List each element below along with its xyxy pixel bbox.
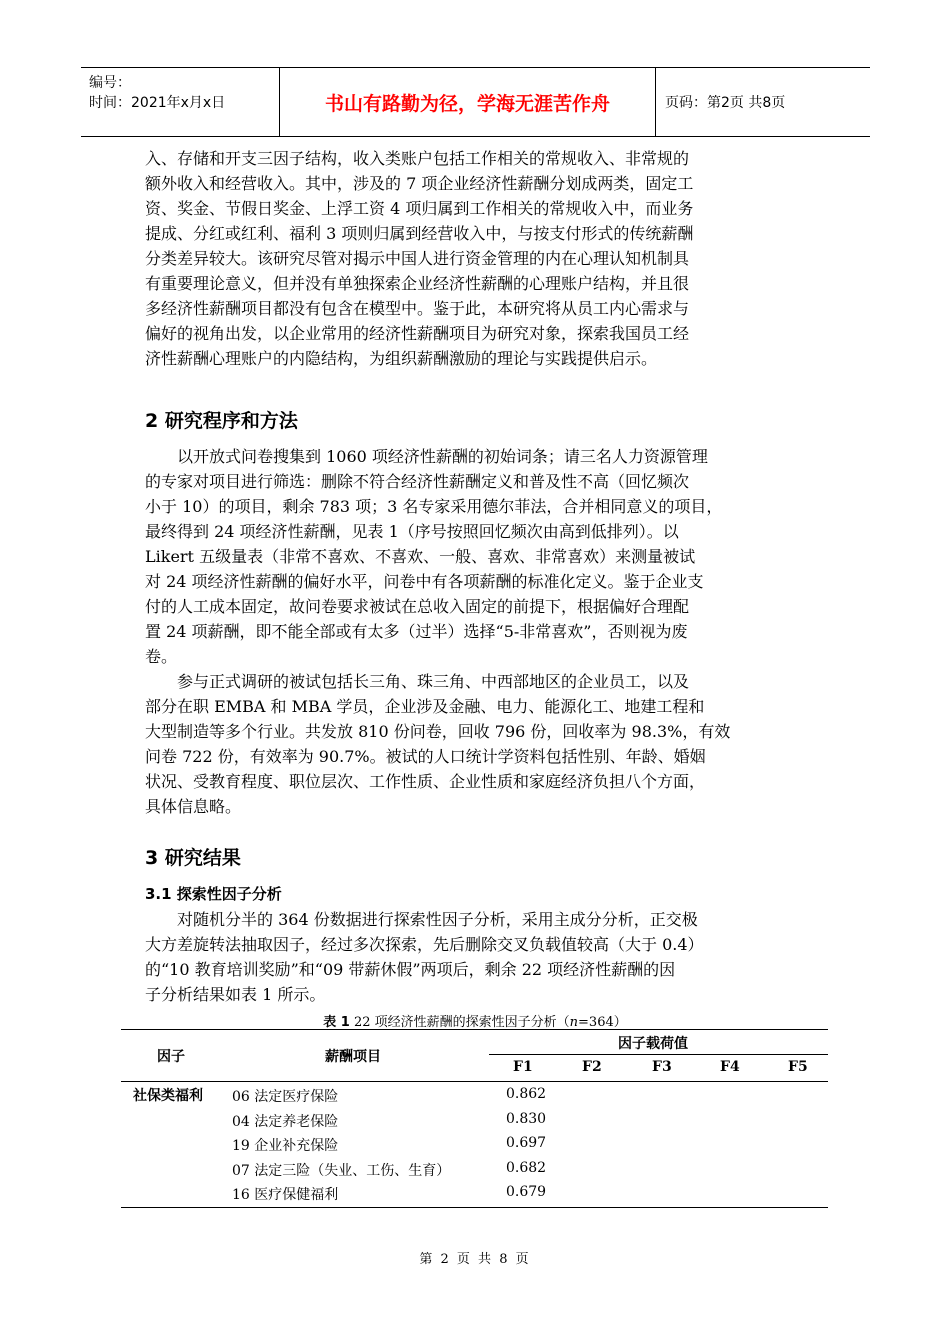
text-line: 多经济性薪酬项目都没有包含在模型中。鉴于此，本研究将从员工内心需求与: [145, 299, 690, 318]
text-line: 部分在职 EMBA 和 MBA 学员，企业涉及金融、电力、能源化工、地建工程和: [145, 697, 705, 716]
page-footer: 第 2 页 共 8 页: [419, 1252, 531, 1267]
col-header-loading: 因子载荷值: [618, 1036, 688, 1052]
table-subheader-rule: [489, 1054, 828, 1055]
table-caption-label: 表 1: [323, 1015, 350, 1030]
text-line: 额外收入和经营收入。其中，涉及的 7 项企业经济性薪酬分划成两类，固定工: [145, 174, 694, 193]
text-line: 大方差旋转法抽取因子，经过多次探索，先后删除交叉负载值较高（大于 0.4）: [145, 935, 704, 954]
col-header-f1: F1: [513, 1059, 533, 1075]
page-header: [81, 67, 870, 137]
section-2-paragraph-1: [145, 444, 805, 669]
col-header-f4: F4: [720, 1059, 740, 1075]
text-line: 济性薪酬心理账户的内隐结构，为组织薪酬激励的理论与实践提供启示。: [145, 349, 658, 368]
date-label: 时间：2021年x月x日: [89, 95, 226, 111]
table-row-f1: 0.697: [506, 1135, 547, 1151]
section-2-paragraph-2: [145, 669, 805, 819]
col-header-f5: F5: [788, 1059, 808, 1075]
section-3-heading: 3 研究结果: [145, 847, 241, 869]
text-line: 卷。: [145, 647, 178, 666]
table-caption: [0, 1011, 950, 1030]
text-line: 分类差异较大。该研究尽管对揭示中国人进行资金管理的内在心理认知机制具: [145, 249, 690, 268]
text-line: 参与正式调研的被试包括长三角、珠三角、中西部地区的企业员工，以及: [177, 672, 690, 691]
header-motto: 书山有路勤为径，学海无涯苦作舟: [280, 68, 656, 136]
factor-group-label: 社保类福利: [133, 1088, 203, 1104]
section-2-heading: 2 研究程序和方法: [145, 410, 298, 432]
text-line: 对 24 项经济性薪酬的偏好水平，问卷中有各项薪酬的标准化定义。鉴于企业支: [145, 572, 704, 591]
table-row-item: 04 法定养老保险: [232, 1114, 339, 1130]
header-meta: [81, 68, 280, 136]
text-line: 小于 10）的项目，剩余 783 项；3 名专家采用德尔菲法，合并相同意义的项目，: [145, 497, 723, 516]
section-3-paragraph: [145, 907, 805, 1007]
table-row-item: 19 企业补充保险: [232, 1138, 339, 1154]
col-header-factor: 因子: [157, 1049, 185, 1065]
table-bottom-rule: [121, 1207, 828, 1208]
text-line: 付的人工成本固定，故问卷要求被试在总收入固定的前提下，根据偏好合理配: [145, 597, 690, 616]
text-line: Likert 五级量表（非常不喜欢、不喜欢、一般、喜欢、非常喜欢）来测量被试: [145, 547, 696, 566]
table-row-item: 16 医疗保健福利: [232, 1187, 339, 1203]
table-caption-n: n: [569, 1015, 579, 1030]
table-header-rule: [121, 1081, 828, 1082]
text-line: 大型制造等多个行业。共发放 810 份问卷，回收 796 份，回收率为 98.3%，有效: [145, 722, 731, 741]
text-line: 状况、受教育程度、职位层次、工作性质、企业性质和家庭经济负担八个方面，: [145, 772, 706, 791]
text-line: 入、存储和开支三因子结构，收入类账户包括工作相关的常规收入、非常规的: [145, 149, 690, 168]
table-row-f1: 0.679: [506, 1184, 547, 1200]
text-line: 置 24 项薪酬，即不能全部或有太多（过半）选择“5-非常喜欢”，否则视为废: [145, 622, 688, 641]
serial-label: 编号：: [89, 75, 131, 91]
text-line: 的专家对项目进行筛选：删除不符合经济性薪酬定义和普及性不高（回忆频次: [145, 472, 690, 491]
col-header-item: 薪酬项目: [325, 1049, 381, 1065]
text-line: 对随机分半的 364 份数据进行探索性因子分析，采用主成分分析，正交极: [177, 910, 698, 929]
text-line: 偏好的视角出发，以企业常用的经济性薪酬项目为研究对象，探索我国员工经: [145, 324, 690, 343]
table-row-item: 07 法定三险（失业、工伤、生育）: [232, 1163, 451, 1179]
table-row-f1: 0.862: [506, 1086, 547, 1102]
text-line: 具体信息略。: [145, 797, 242, 816]
text-line: 资、奖金、节假日奖金、上浮工资 4 项归属到工作相关的常规收入中，而业务: [145, 199, 694, 218]
text-line: 的“10 教育培训奖励”和“09 带薪休假”两项后，剩余 22 项经济性薪酬的因: [145, 960, 676, 979]
col-header-f3: F3: [652, 1059, 672, 1075]
table-top-rule: [121, 1029, 828, 1030]
header-page-number: 页码：第2页 共8页: [665, 95, 786, 111]
table-row-f1: 0.682: [506, 1160, 547, 1176]
table-caption-tail: =364）: [578, 1015, 627, 1030]
col-header-f2: F2: [582, 1059, 602, 1075]
text-line: 有重要理论意义，但并没有单独探索企业经济性薪酬的心理账户结构，并且很: [145, 274, 690, 293]
text-line: 问卷 722 份，有效率为 90.7%。被试的人口统计学资料包括性别、年龄、婚姻: [145, 747, 706, 766]
table-row-item: 06 法定医疗保险: [232, 1089, 339, 1105]
section-3-1-heading: 3.1 探索性因子分析: [145, 885, 282, 903]
table-caption-text: 22 项经济性薪酬的探索性因子分析（: [353, 1015, 570, 1030]
intro-paragraph: [145, 146, 805, 371]
text-line: 以开放式问卷搜集到 1060 项经济性薪酬的初始词条；请三名人力资源管理: [177, 447, 708, 466]
text-line: 提成、分红或红利、福利 3 项则归属到经营收入中，与按支付形式的传统薪酬: [145, 224, 694, 243]
text-line: 子分析结果如表 1 所示。: [145, 985, 326, 1004]
text-line: 最终得到 24 项经济性薪酬，见表 1（序号按照回忆频次由高到低排列）。以: [145, 522, 679, 541]
table-row-f1: 0.830: [506, 1111, 547, 1127]
